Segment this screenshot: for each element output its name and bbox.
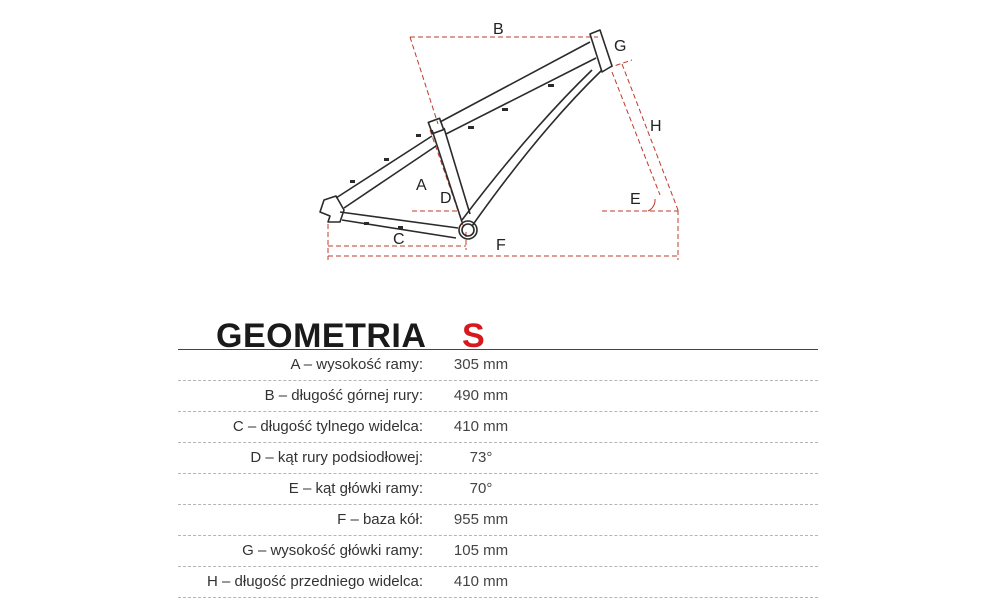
table-row — [178, 505, 818, 536]
row-value: 70° — [469, 480, 493, 497]
label-a: A — [416, 177, 427, 194]
label-h: H — [650, 118, 662, 135]
row-value: 305 mm — [453, 356, 509, 373]
geometry-title: GEOMETRIA — [216, 317, 427, 355]
label-b: B — [493, 21, 504, 38]
frame-size: S — [462, 317, 485, 355]
table-row — [178, 474, 818, 505]
angle-e-arc — [648, 199, 655, 211]
label-g: G — [614, 38, 627, 55]
table-row — [178, 412, 818, 443]
row-label: F – baza kół: — [337, 511, 423, 528]
row-label: C – długość tylnego widelca: — [232, 418, 423, 435]
table-row — [178, 536, 818, 567]
row-value: 73° — [469, 449, 493, 466]
row-label: E – kąt główki ramy: — [288, 480, 423, 497]
frame-outline — [320, 30, 612, 239]
label-c: C — [393, 231, 405, 248]
label-d: D — [440, 190, 452, 207]
row-value: 490 mm — [453, 387, 509, 404]
row-value: 955 mm — [453, 511, 509, 528]
label-f: F — [496, 237, 506, 254]
table-row — [178, 381, 818, 412]
row-label: A – wysokość ramy: — [290, 356, 423, 373]
table-row — [178, 350, 818, 381]
table-row — [178, 443, 818, 474]
row-value: 105 mm — [453, 542, 509, 559]
row-label: B – długość górnej rury: — [264, 387, 423, 404]
table-row — [178, 567, 818, 598]
geometry-table — [178, 350, 818, 598]
row-value: 410 mm — [453, 418, 509, 435]
label-e: E — [630, 191, 641, 208]
row-label: H – długość przedniego widelca: — [207, 573, 423, 590]
row-label: D – kąt rury podsiodłowej: — [250, 449, 423, 466]
row-value: 410 mm — [453, 573, 509, 590]
row-label: G – wysokość główki ramy: — [242, 542, 423, 559]
